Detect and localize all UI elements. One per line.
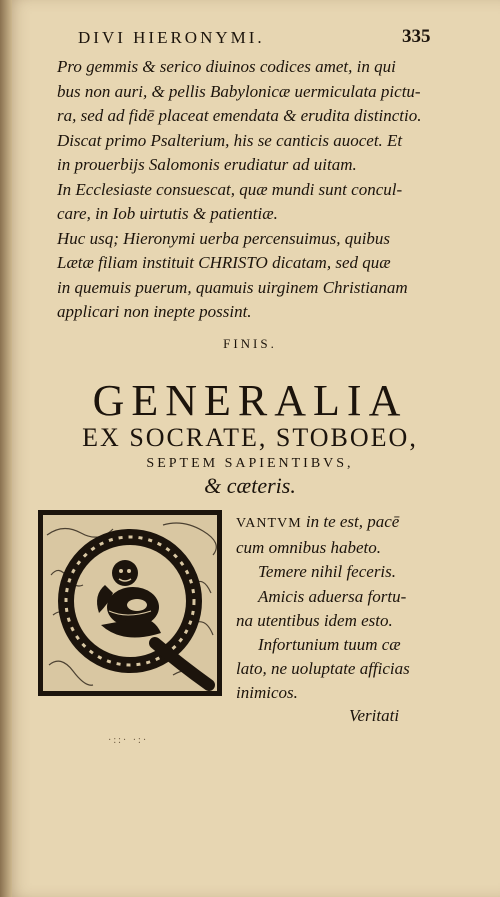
text-line (236, 510, 468, 536)
text-line: bus non auri, & pellis Babylonicæ uermiculata pictu- (57, 81, 421, 101)
text-line: inimicos. (236, 683, 298, 703)
text-line: Lætæ filiam instituit CHRISTO dicatam, sed quæ (57, 253, 391, 272)
text-line: in prouerbijs Salomonis erudiatur ad uitam. (57, 155, 357, 174)
text-line: Infortunium tuum cæ (258, 635, 401, 655)
decorated-initial-woodcut (38, 510, 222, 696)
finis-mark: FINIS. (223, 336, 277, 351)
text-line: Discat primo Psalterium, his se canticis auocet. Et (57, 130, 403, 150)
text-line: Temere nihil feceris. (258, 562, 397, 582)
section-subtitle-2: SEPTEM SAPIENTIBVS, (146, 456, 354, 471)
page-number: 335 (402, 26, 431, 47)
text-line: care, in Iob uirtutis & patientiæ. (57, 204, 278, 223)
text-line: in quemuis puerum, quamuis uirginem Christianam (57, 277, 408, 297)
text-line: ra, sed ad fidē placeat emendata & erudita distinctio. (57, 106, 422, 125)
page-header (0, 28, 500, 52)
initial-q-illustration (43, 515, 217, 691)
section-subtitle-3: & cæteris. (204, 473, 296, 498)
text-line: na utentibus idem esto. (236, 610, 393, 630)
text-line: In Ecclesiaste consuescat, quæ mundi sunt concul- (57, 179, 403, 199)
text-line: Amicis aduersa fortu- (258, 586, 407, 606)
text-line: cum omnibus habeto. (236, 538, 381, 558)
text-line: lato, ne uoluptate afficias (236, 659, 410, 679)
text-line: Huc usq; Hieronymi uerba percensuimus, quibus (57, 228, 391, 248)
printers-ornament: ·::· ·:· (108, 735, 149, 746)
initial-word-caps: VANTVM (236, 516, 302, 531)
maxims-text-block (236, 510, 468, 706)
section-subtitle: EX SOCRATE, STOBOEO, (82, 423, 418, 452)
section-title: GENERALIA (92, 376, 408, 425)
running-head: DIVI HIERONYMI. (78, 28, 265, 47)
upper-text-block (57, 55, 457, 325)
text-line: applicari non inepte possint. (57, 302, 252, 321)
text-fragment: in te est, pacē (301, 512, 400, 531)
catchword: Veritati (349, 706, 400, 725)
text-line: Pro gemmis & serico diuinos codices amet, in qui (57, 57, 396, 76)
